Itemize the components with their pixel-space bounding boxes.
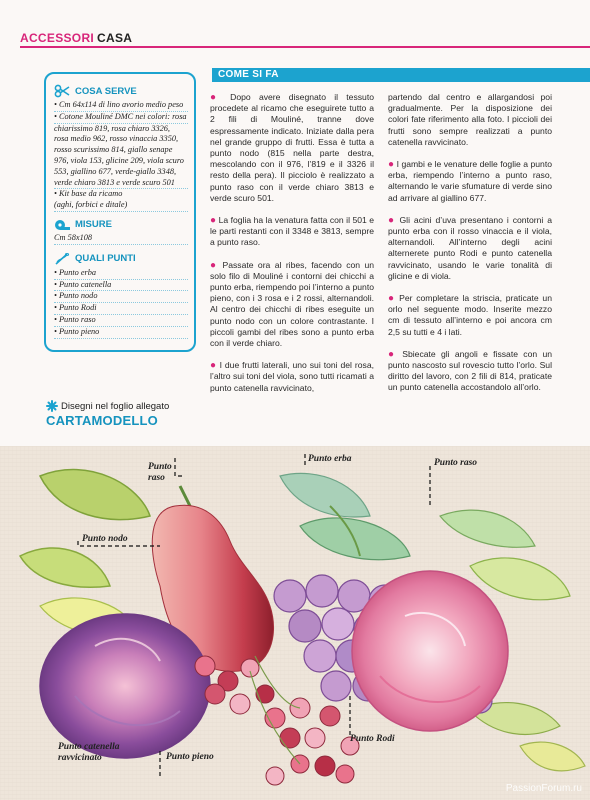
watermark: PassionForum.ru xyxy=(505,783,582,794)
instructions-heading-bar xyxy=(212,68,590,82)
list-item: • Punto Rodi xyxy=(54,303,188,315)
paragraph-text: Gli acini d’uva presentano i contorni a punto erba con il rosso vinaccia e il viola, alternandoli. All’interno degli acini alternerete punto Rodi e punto catenella ravvicinato, usando le varie tonalità di glicine e di viola. xyxy=(388,214,552,281)
instructions-title: COME SI FA xyxy=(218,69,279,80)
paragraph-text: I gambi e le venature delle foglie a punto erba, riempendo l’interno a punto raso, alternando le varie sfumature di verde sino ad arrivare al giallino 677. xyxy=(388,159,552,203)
page-header xyxy=(0,0,590,50)
list-item: • Punto pieno xyxy=(54,327,188,339)
paragraph-text: Sbiecate gli angoli e fissate con un punto nascosto sul rovescio tutto l’orlo. Sul diritto del lavoro, con 2 fili di 814, praticate un punto catenella accostandolo all’orlo. xyxy=(388,348,552,393)
label-punto-erba: Punto erba xyxy=(308,454,352,464)
bullet-icon: ● xyxy=(210,259,219,271)
label-punto-raso-left xyxy=(148,462,172,484)
misure-value xyxy=(54,233,188,245)
section-label xyxy=(20,31,132,45)
bullet-icon: ● xyxy=(388,293,396,305)
list-item: 976, viola 153, glicine 209, viola scuro xyxy=(54,155,184,165)
list-item: • Punto catenella xyxy=(54,280,188,292)
header-rule xyxy=(20,46,590,48)
materials-box xyxy=(44,72,196,352)
paragraph xyxy=(210,260,374,350)
paragraph-text: La foglia ha la venatura fatta con il 501 e le parti restanti con il 3348 e 3813, sempre a punto raso. xyxy=(210,215,375,248)
paragraph xyxy=(388,293,552,338)
paragraph-text: Passate ora al ribes, facendo con un solo filo di Mouliné i contorni dei chicchi a punto erba, riempendo poi l’interno a punto pieno, con i 3 rosa e i 2 rossi, alternandoli. Al centro dei chicchi di ribes eseguite un punto nodo con un colore contrastante. I piccoli gambi del ribes sono a punto erba con il verde chiaro. xyxy=(210,259,375,349)
list-item: • Cm 64x114 di lino avorio medio peso xyxy=(54,100,188,112)
label-punto-nodo: Punto nodo xyxy=(82,534,128,544)
instructions-column-1 xyxy=(210,92,374,405)
bullet-icon: ● xyxy=(388,159,395,171)
list-item: • Cotone Mouliné DMC nei colori: rosa xyxy=(54,112,188,124)
list-item: rosa medio 962, rosso vinaccia 3350, xyxy=(54,134,179,144)
needle-thread-icon xyxy=(54,252,70,266)
cosa-serve-title: COSA SERVE xyxy=(75,85,137,97)
pattern-title: CARTAMODELLO xyxy=(46,413,158,428)
label-text: Punto catenella xyxy=(58,742,120,752)
paragraph-text: partendo dal centro e allargandosi poi gradualmente. Per la disposizione dei colori fate riferimento alla foto. I piccioli dei frutti sono sempre realizzati a punto catenella ravvicinato. xyxy=(388,92,552,147)
paragraph xyxy=(388,215,552,282)
list-item: • Kit base da ricamo xyxy=(54,189,123,199)
quali-punti-list xyxy=(54,268,188,339)
list-item: rosso scurissimo 814, giallo senape xyxy=(54,145,173,155)
list-item: • Punto raso xyxy=(54,315,188,327)
list-item: chiarissimo 819, rosa chiaro 3326, xyxy=(54,123,171,133)
list-item: 553, giallino 677, verde-giallo 3348, xyxy=(54,166,177,176)
label-punto-catenella xyxy=(58,742,120,764)
label-text: raso xyxy=(148,473,165,483)
subsection-name: CASA xyxy=(97,31,133,45)
misure-text: Cm 58x108 xyxy=(54,233,188,245)
paragraph xyxy=(388,349,552,394)
paragraph-text: Dopo avere disegnato il tessuto procedete al ricamo che eseguirete tutto a 2 fili di Mouliné, tranne dove espressamente indicato. Iniziate dalla pera nel grande gruppo di frutti. Essa è tutta a punto nodo (815 nella parte destra, mescolando con il 976, l’819 e il 3326 il resto della pera). Il picciolo è realizzato a punto raso con il verde chiaro 3813 e verde scuro 501. xyxy=(210,92,374,203)
bullet-icon: ● xyxy=(210,92,222,103)
bullet-icon: ● xyxy=(210,360,217,372)
bullet-icon: ● xyxy=(210,215,217,227)
paragraph-text: I due frutti laterali, uno sui toni del rosa, l’altro sui toni del viola, sono tutti ricamati a punto catenella ravvicinato, xyxy=(210,360,375,393)
tape-measure-icon xyxy=(54,219,70,231)
section-name: ACCESSORI xyxy=(20,31,95,45)
paragraph xyxy=(210,92,374,204)
misure-heading xyxy=(54,219,188,231)
scissors-icon xyxy=(54,84,70,98)
label-punto-raso-right: Punto raso xyxy=(434,458,478,468)
list-item: (aghi, forbici e ditale) xyxy=(54,200,188,212)
paragraph-text: Per completare la striscia, praticate un orlo nel seguente modo. Inserite mezzo cm di tessuto all’interno e poi ancora cm 2,5 su tutti e 4 i lati. xyxy=(388,293,552,337)
list-item: verde chiaro 3813 e verde scuro 501 xyxy=(54,178,188,190)
label-punto-pieno: Punto pieno xyxy=(166,752,214,762)
pattern-note-line xyxy=(46,400,206,412)
label-text: Punto xyxy=(148,462,172,472)
paragraph xyxy=(388,159,552,204)
list-item: • Punto erba xyxy=(54,268,188,280)
misure-title: MISURE xyxy=(75,219,112,231)
label-punto-rodi: Punto Rodi xyxy=(350,734,395,744)
bullet-icon: ● xyxy=(388,348,397,360)
quali-punti-title: QUALI PUNTI xyxy=(75,253,136,265)
list-item: • Punto nodo xyxy=(54,291,188,303)
asterisk-icon xyxy=(46,400,58,412)
paragraph xyxy=(210,360,374,394)
label-text: ravvicinato xyxy=(58,753,102,763)
paragraph xyxy=(388,92,552,148)
pattern-note-text: Disegni nel foglio allegato xyxy=(61,400,170,412)
cosa-serve-list xyxy=(54,100,188,212)
paragraph xyxy=(210,215,374,249)
bullet-icon: ● xyxy=(388,214,396,226)
cosa-serve-heading xyxy=(54,84,188,98)
pattern-note xyxy=(46,400,206,428)
quali-punti-heading xyxy=(54,252,188,266)
embroidery-photo xyxy=(0,446,590,800)
instructions-column-2 xyxy=(388,92,552,405)
